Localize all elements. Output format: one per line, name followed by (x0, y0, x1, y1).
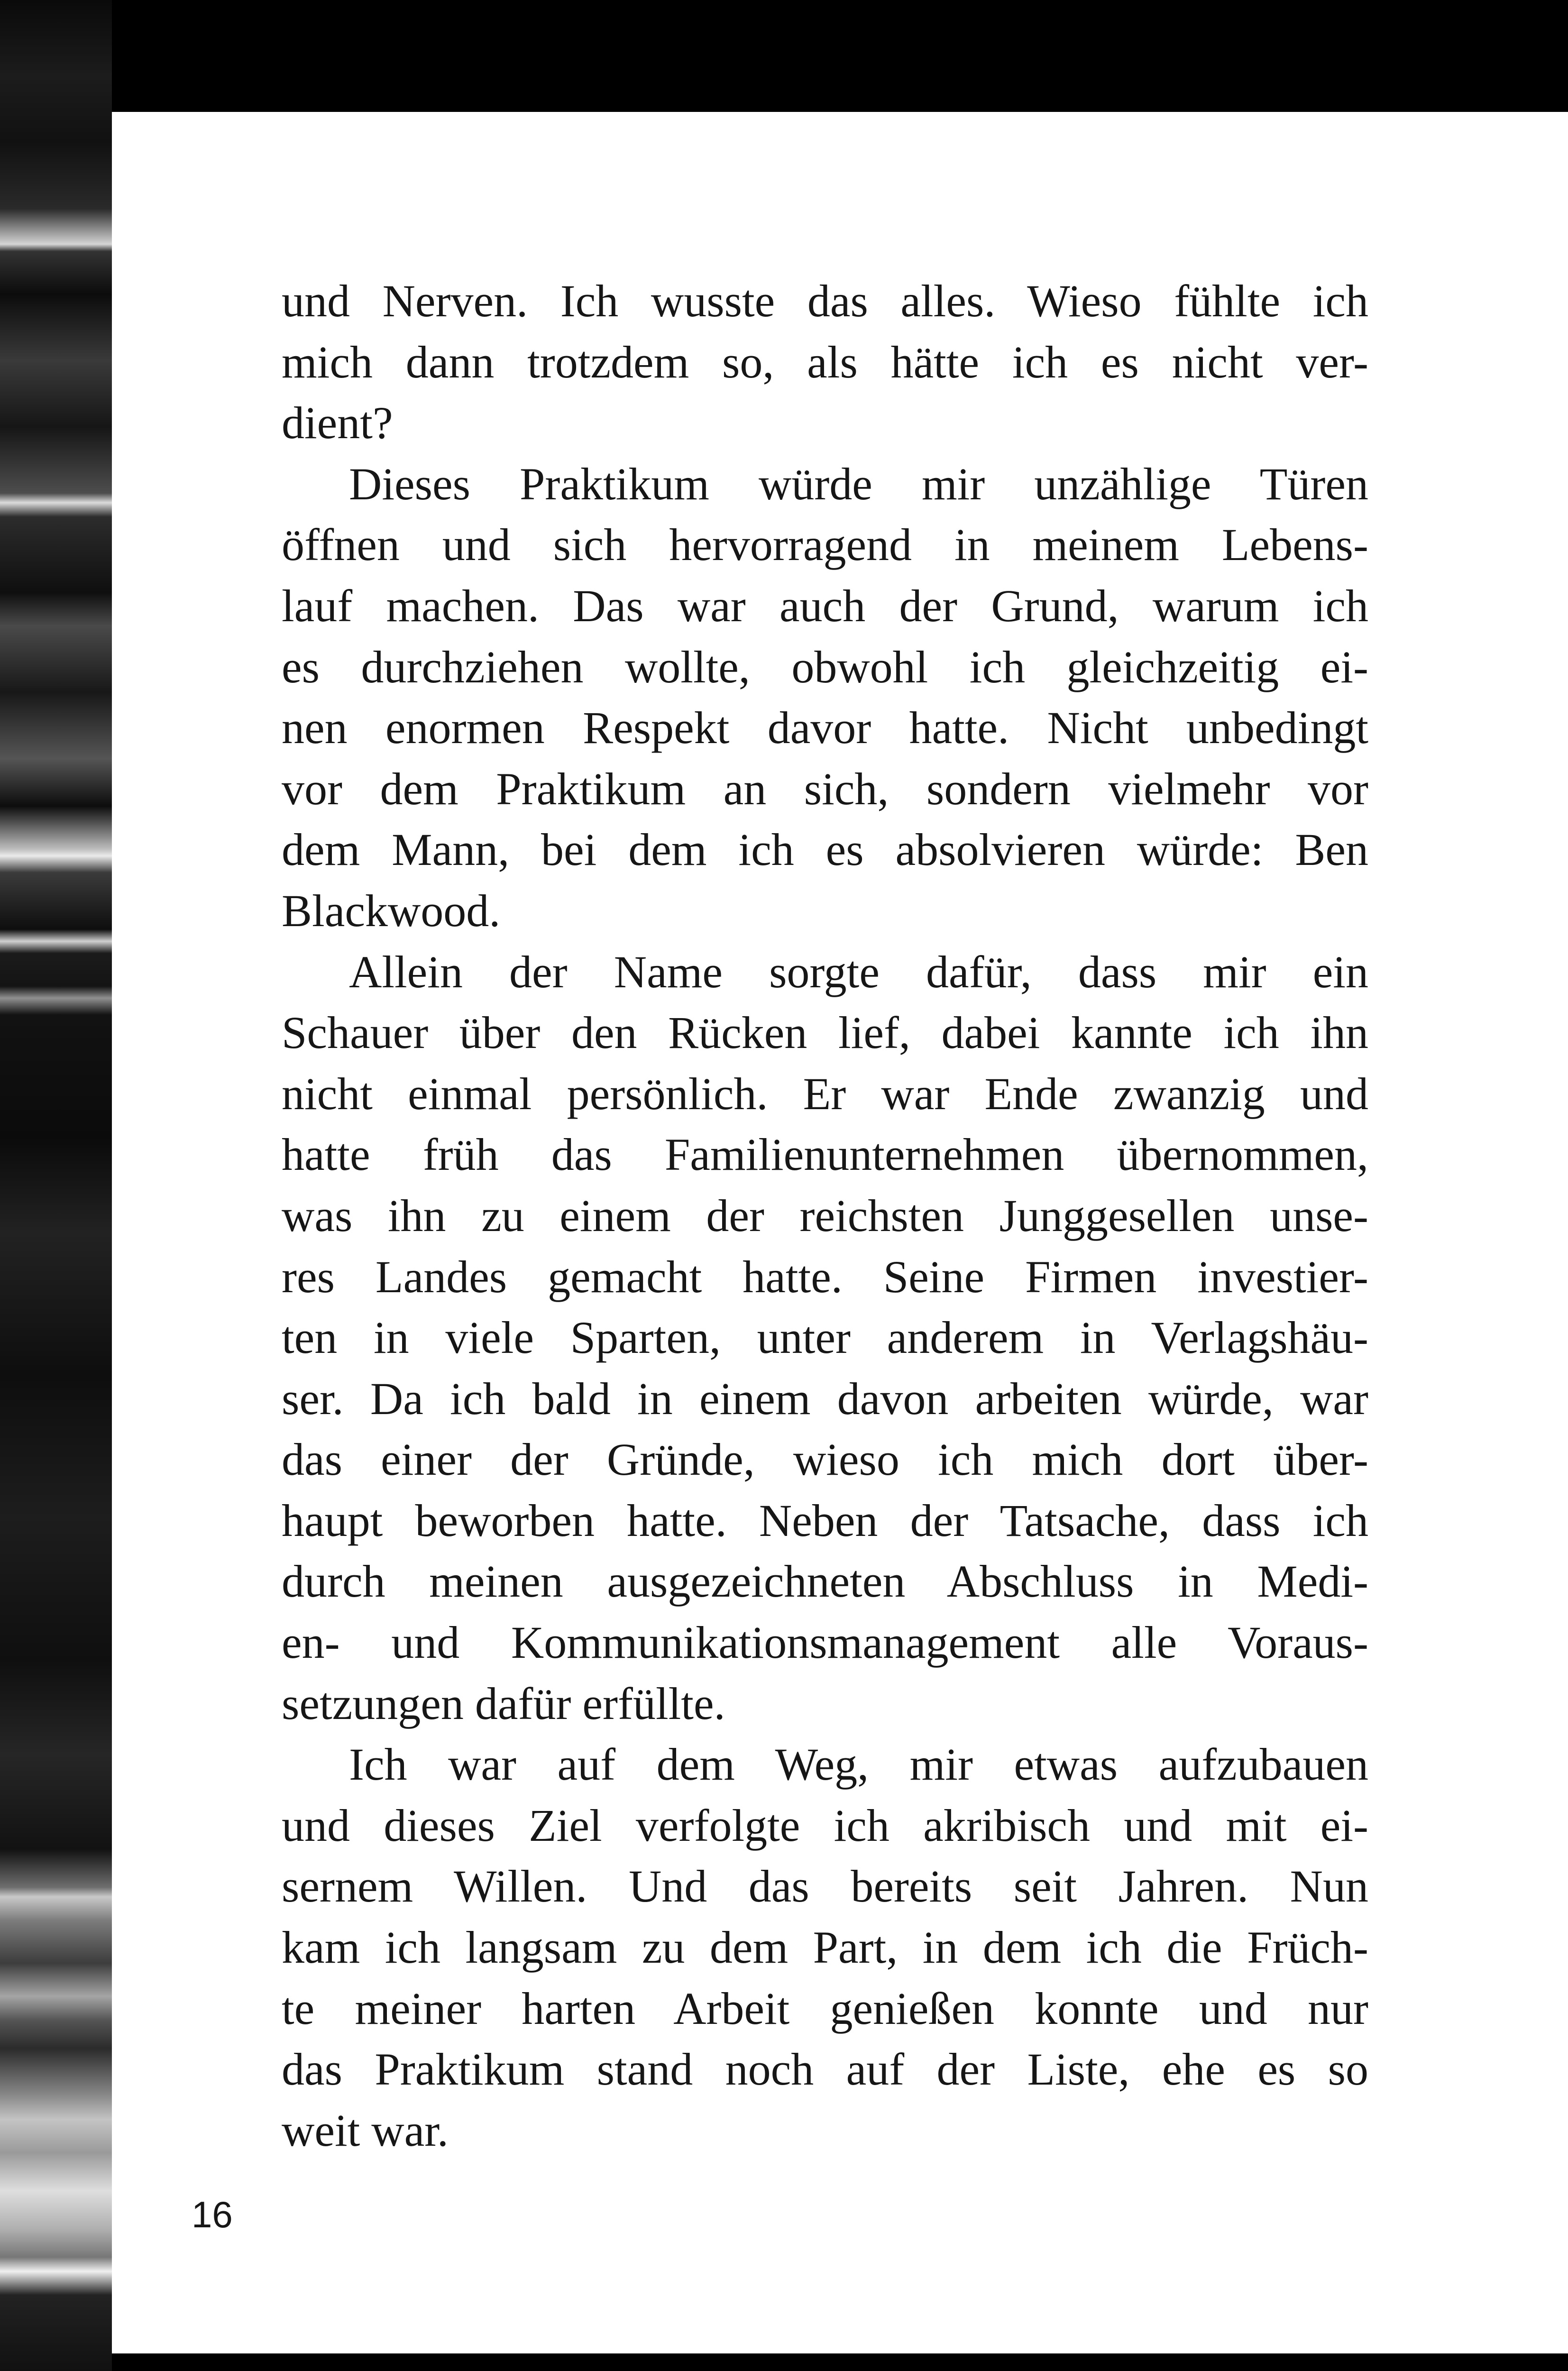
text-line: das einer der Gründe, wieso ich mich dort über- (282, 1434, 1368, 1485)
text-line: hatte früh das Familienunternehmen übernommen, (282, 1129, 1368, 1180)
text-line: kam ich langsam zu dem Part, in dem ich die Früch- (282, 1922, 1368, 1973)
book-page (112, 112, 1568, 2353)
text-line: dem Mann, bei dem ich es absolvieren würde: Ben (282, 824, 1368, 875)
text-line: ser. Da ich bald in einem davon arbeiten würde, war (282, 1373, 1368, 1424)
text-line: nen enormen Respekt davor hatte. Nicht unbedingt (282, 702, 1368, 754)
text-line: haupt beworben hatte. Neben der Tatsache, dass ich (282, 1495, 1368, 1546)
text-line: ten in viele Sparten, unter anderem in Verlagshäu- (282, 1312, 1368, 1363)
text-line: Dieses Praktikum würde mir unzählige Türen (349, 458, 1368, 509)
scanner-edge-strip (0, 0, 112, 2371)
text-line: vor dem Praktikum an sich, sondern vielmehr vor (282, 763, 1368, 814)
text-line: nicht einmal persönlich. Er war Ende zwanzig und (282, 1068, 1368, 1119)
text-line: Blackwood. (282, 885, 501, 936)
text-line: das Praktikum stand noch auf der Liste, ehe es so (282, 2044, 1368, 2095)
text-line: Schauer über den Rücken lief, dabei kannte ich ihn (282, 1007, 1368, 1058)
text-line: en- und Kommunikationsmanagement alle Voraus- (282, 1617, 1368, 1668)
text-line: was ihn zu einem der reichsten Junggesellen unse- (282, 1190, 1368, 1241)
text-line: res Landes gemacht hatte. Seine Firmen investier- (282, 1251, 1368, 1302)
text-line: lauf machen. Das war auch der Grund, warum ich (282, 580, 1368, 631)
text-line: öffnen und sich hervorragend in meinem Lebens- (282, 519, 1368, 570)
text-line: dient? (282, 397, 393, 449)
text-line: sernem Willen. Und das bereits seit Jahren. Nun (282, 1861, 1368, 1912)
page-number: 16 (192, 2194, 233, 2235)
text-line: Allein der Name sorgte dafür, dass mir ein (349, 946, 1368, 997)
text-line: weit war. (282, 2104, 449, 2156)
text-line: Ich war auf dem Weg, mir etwas aufzubauen (349, 1739, 1368, 1790)
text-line: und Nerven. Ich wusste das alles. Wieso fühlte ich (282, 276, 1368, 326)
text-line: te meiner harten Arbeit genießen konnte und nur (282, 1983, 1368, 2034)
text-line: setzungen dafür erfüllte. (282, 1678, 725, 1729)
text-line: mich dann trotzdem so, als hätte ich es nicht ver- (282, 336, 1368, 387)
text-line: es durchziehen wollte, obwohl ich gleichzeitig ei- (282, 641, 1368, 692)
body-text (282, 271, 1368, 2161)
text-line: und dieses Ziel verfolgte ich akribisch und mit ei- (282, 1800, 1368, 1851)
text-line: durch meinen ausgezeichneten Abschluss in Medi- (282, 1556, 1368, 1607)
